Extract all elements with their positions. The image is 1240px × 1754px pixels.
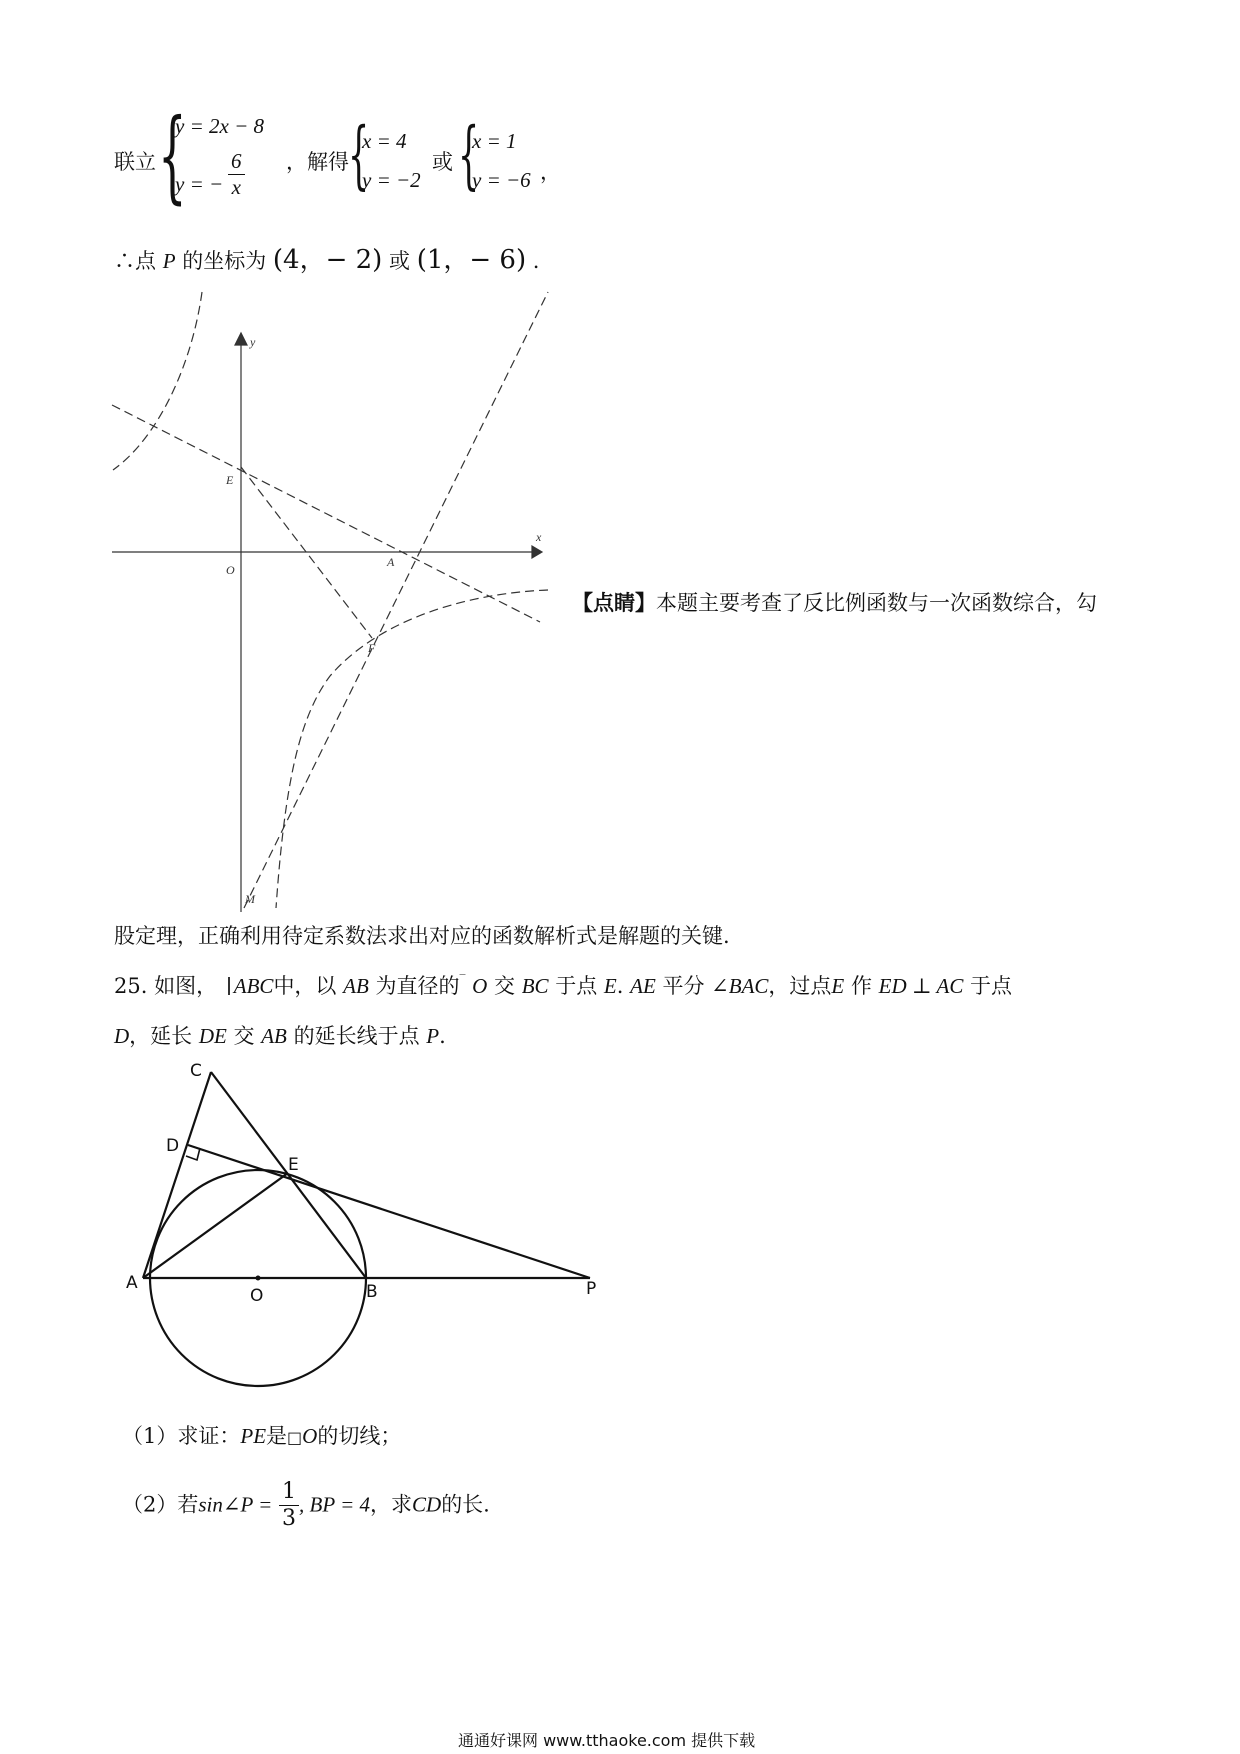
text-diameter: 为直径的 — [375, 974, 460, 998]
text-bisect: 平分 — [662, 974, 705, 998]
triangle-abc: ABC — [233, 974, 274, 998]
coordinate-1: (4，− 2) — [272, 245, 383, 275]
label-D: D — [166, 1136, 180, 1156]
problem-number: 25. 如图， — [114, 974, 218, 998]
page-footer: 通通好课网 www.tthaoke.com 提供下载 — [458, 1731, 756, 1750]
q2-fraction — [279, 1479, 299, 1533]
solve-text: ，解得 — [286, 150, 349, 174]
left-brace-3: { — [458, 112, 480, 198]
therefore-text: ∴点 — [114, 249, 156, 273]
q1-text-tangent: 的切线； — [317, 1424, 402, 1448]
q2-number: （2）若 — [122, 1492, 199, 1517]
q1-text-is: 是 — [266, 1424, 288, 1448]
point-d: D — [114, 1024, 130, 1048]
q2-segment-cd: CD — [412, 1492, 442, 1517]
equation-2-lhs: y = − — [175, 172, 224, 196]
angle-bac: ∠BAC — [711, 974, 769, 998]
q2-fraction-numerator: 1 — [279, 1479, 299, 1506]
coordinate-text: 的坐标为 — [182, 249, 267, 273]
origin-label: O — [226, 563, 235, 577]
q1-circle-o: O — [302, 1424, 318, 1448]
q2-fraction-denominator: 3 — [282, 1506, 297, 1532]
segment-ae: AE — [630, 974, 656, 998]
left-brace-2: { — [348, 112, 370, 198]
question-2 — [122, 1479, 490, 1533]
text-period: . — [616, 974, 624, 998]
x-axis-label: x — [536, 530, 542, 544]
point-A-label: A — [387, 555, 395, 569]
segment-ab: AB — [343, 974, 369, 998]
comment-tag: 【点睛】 — [572, 591, 656, 615]
point-E-label: E — [226, 473, 234, 487]
comment-text-1: 本题主要考查了反比例函数与一次函数综合，勾 — [656, 591, 1097, 615]
text-through: ，过点 — [768, 974, 832, 998]
q1-number: （1）求证： — [122, 1424, 241, 1448]
or-text: 或 — [432, 150, 453, 174]
label-A: A — [126, 1273, 138, 1293]
conclusion-end: . — [532, 249, 540, 273]
text-zhong: 中，以 — [273, 974, 337, 998]
segment-bc: BC — [521, 974, 549, 998]
solution-2-x: x = 1 — [472, 129, 517, 153]
point-p: P — [162, 249, 176, 273]
fraction-denominator: x — [231, 175, 241, 200]
circle-o: O — [472, 974, 488, 998]
q2-sin-p: sin∠P = — [198, 1492, 273, 1517]
text-draw: 作 — [850, 974, 872, 998]
question-1 — [122, 1424, 401, 1449]
right-angle-marker — [186, 1148, 200, 1160]
q2-text-length: 的长. — [441, 1492, 490, 1517]
system-prefix: 联立 — [114, 150, 156, 174]
system-end: ， — [540, 160, 561, 184]
point-p-2: P — [426, 1024, 440, 1048]
or-text-2: 或 — [389, 249, 410, 273]
point-F-label: F — [368, 641, 376, 655]
segment-de: DE — [198, 1024, 227, 1048]
solution-1-y: y = −2 — [362, 168, 421, 192]
point-e-2: E — [831, 974, 845, 998]
comment-line-2: 股定理，正确利用待定系数法求出对应的函数解析式是解题的关键. — [114, 924, 730, 948]
q2-bp: , BP = 4 — [299, 1492, 370, 1517]
center-o-dot — [256, 1276, 261, 1281]
perpendicular-ed-ac: ED ⊥ AC — [878, 974, 964, 998]
point-e: E — [603, 974, 617, 998]
coordinate-2: (1，− 6) — [416, 245, 527, 275]
equation-1: y = 2x − 8 — [175, 114, 264, 138]
text-extension: 的延长线于点 — [293, 1024, 420, 1048]
segment-D-P — [188, 1145, 590, 1278]
left-brace: { — [158, 97, 187, 214]
fraction-numerator: 6 — [228, 149, 245, 175]
text-intersect: 交 — [494, 974, 516, 998]
text-at-point-2: 于点 — [970, 974, 1013, 998]
point-M-label: M — [245, 892, 255, 906]
text-at-point: 于点 — [555, 974, 598, 998]
solution-1-x: x = 4 — [362, 129, 407, 153]
q1-placeholder-glyph: □ — [287, 1428, 303, 1447]
segment-ab-2: AB — [261, 1024, 287, 1048]
text-intersect-2: 交 — [233, 1024, 255, 1048]
solution-2-y: y = −6 — [472, 168, 531, 192]
segment-C-B — [211, 1072, 366, 1278]
label-E: E — [288, 1155, 299, 1175]
text-end: . — [439, 1024, 446, 1048]
y-axis-label: y — [250, 335, 256, 349]
label-C: C — [190, 1061, 202, 1081]
q1-segment-pe: PE — [240, 1424, 267, 1448]
circle-symbol-glyph: ‾ — [459, 972, 466, 986]
q2-text-find: ，求 — [370, 1492, 412, 1517]
label-P: P — [586, 1279, 597, 1299]
label-B: B — [366, 1282, 378, 1302]
segment-A-C — [143, 1072, 211, 1278]
label-O: O — [250, 1286, 264, 1306]
text-extend: ，延长 — [129, 1024, 193, 1048]
